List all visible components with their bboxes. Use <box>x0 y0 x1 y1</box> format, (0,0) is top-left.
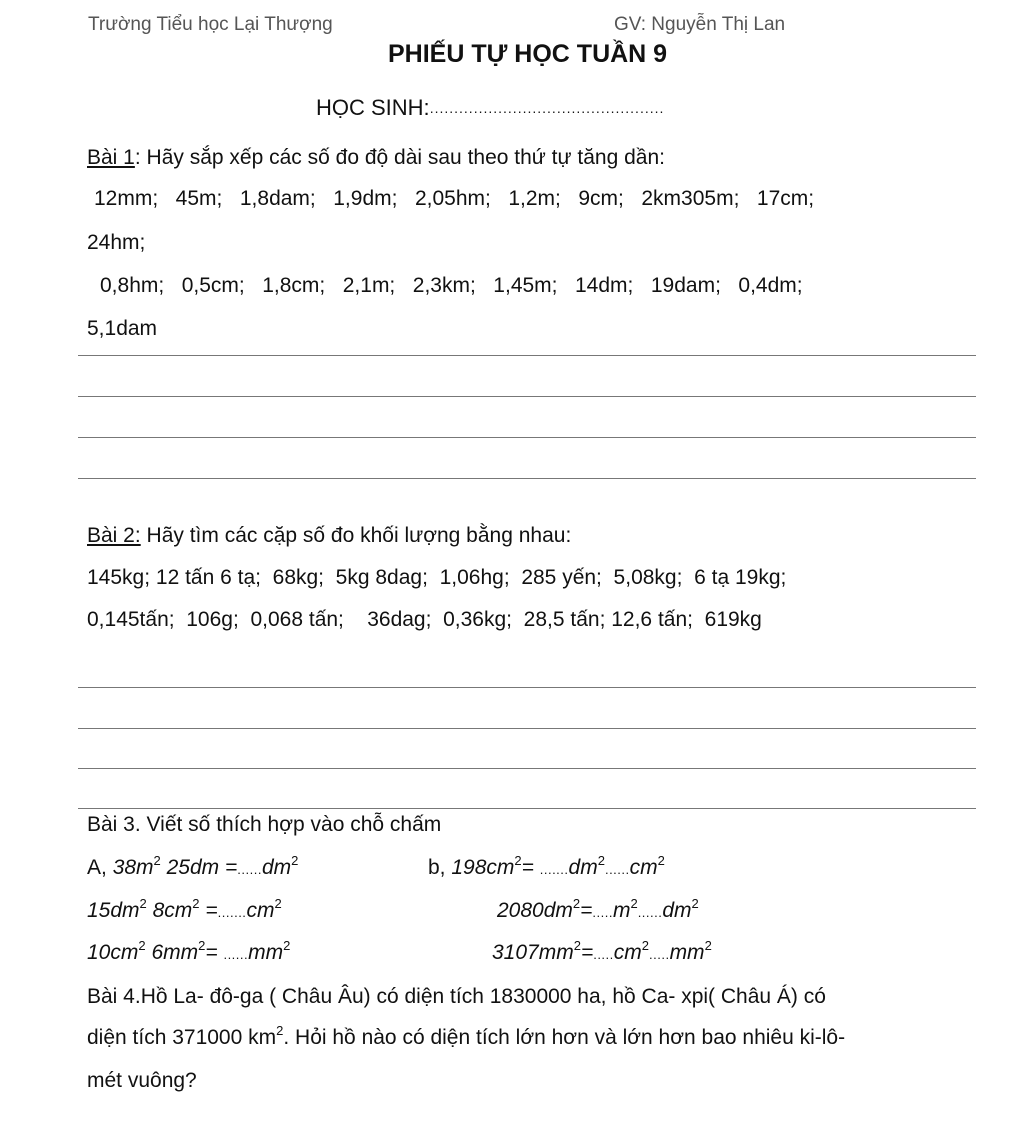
school-name: Trường Tiểu học Lại Thượng <box>88 14 333 35</box>
b3-unit2: mm <box>669 941 705 964</box>
sup: 2 <box>657 853 665 868</box>
sup: 2 <box>704 938 712 953</box>
sup: 2 <box>198 938 206 953</box>
bai2-prompt-text: Hãy tìm các cặp số đo khối lượng bằng nhau: <box>140 524 572 547</box>
bai1-row1: 12mm; 45m; 1,8dam; 1,9dm; 2,05hm; 1,2m; 9cm; 2km305m; 17cm; <box>94 187 815 210</box>
bai4-line2a: diện tích 371000 km <box>87 1026 277 1049</box>
a1-num1: 38m <box>112 856 154 879</box>
sup: 2 <box>291 853 299 868</box>
sup: 2 <box>153 853 161 868</box>
b2-unit1: m <box>612 899 631 922</box>
a2-blank[interactable]: ....... <box>217 905 247 920</box>
sup: 2 <box>192 896 200 911</box>
sup: 2 <box>138 938 146 953</box>
a3-eq: = <box>205 941 218 964</box>
answer-line[interactable] <box>78 437 976 438</box>
b1-eq: = <box>521 856 534 879</box>
b3-eq: = <box>580 941 594 964</box>
b1-blank2[interactable]: ...... <box>604 862 630 877</box>
sup: 2 <box>630 896 638 911</box>
a3-blank[interactable]: ...... <box>223 947 249 962</box>
b2-num: 2080dm <box>497 899 573 922</box>
sup: 2 <box>572 896 581 911</box>
student-name-field[interactable] <box>316 95 664 121</box>
sup: 2 <box>597 853 605 868</box>
b1-unit1: dm <box>568 856 598 879</box>
a3-num2: 6mm <box>151 941 199 964</box>
answer-line[interactable] <box>78 687 976 688</box>
b3-blank2[interactable]: ..... <box>649 947 670 962</box>
a3-unit: mm <box>248 941 284 964</box>
bai3-a2 <box>87 896 282 923</box>
b1-label: b, <box>428 856 446 879</box>
a1-num2: 25dm = <box>166 856 238 879</box>
bai2-heading: Bài 2: <box>87 524 141 547</box>
bai3-b2 <box>497 896 699 923</box>
bai1-prompt-text: : Hãy sắp xếp các số đo độ dài sau theo thứ tự tăng dần: <box>134 146 665 169</box>
bai4-line2 <box>87 1023 846 1050</box>
answer-line[interactable] <box>78 355 976 356</box>
sup: 2 <box>274 896 282 911</box>
bai2-row1: 145kg; 12 tấn 6 tạ; 68kg; 5kg 8dag; 1,06hg; 285 yến; 5,08kg; 6 tạ 19kg; <box>87 566 787 589</box>
a3-num1: 10cm <box>87 941 139 964</box>
b3-num: 3107mm <box>492 941 574 964</box>
b2-blank1[interactable]: ..... <box>592 905 613 920</box>
answer-line[interactable] <box>78 396 976 397</box>
sup: 2 <box>276 1023 284 1038</box>
answer-line[interactable] <box>78 808 976 809</box>
bai1-row4: 5,1dam <box>87 317 158 340</box>
b3-unit1: cm <box>613 941 642 964</box>
teacher-name: GV: Nguyễn Thị Lan <box>614 14 786 35</box>
a2-eq: = <box>205 899 218 922</box>
b2-blank2[interactable]: ...... <box>637 905 663 920</box>
bai3-heading: Bài 3. Viết số thích hợp vào chỗ chấm <box>87 813 442 836</box>
answer-line[interactable] <box>78 728 976 729</box>
a2-num2: 8cm <box>152 899 193 922</box>
bai1-heading: Bài 1 <box>87 146 135 169</box>
sup: 2 <box>691 896 699 911</box>
bai3-a1 <box>87 853 299 880</box>
b1-unit2: cm <box>629 856 658 879</box>
bai3-b3 <box>492 938 712 965</box>
bai2-row2: 0,145tấn; 106g; 0,068 tấn; 36dag; 0,36kg; 28,5 tấn; 12,6 tấn; 619kg <box>87 608 762 631</box>
answer-line[interactable] <box>78 768 976 769</box>
bai3-b1 <box>428 853 665 880</box>
sup: 2 <box>641 938 649 953</box>
bai4-line3: mét vuông? <box>87 1069 197 1092</box>
a1-blank[interactable]: ...... <box>237 862 262 877</box>
b3-blank1[interactable]: ..... <box>593 947 614 962</box>
bai1-row2: 24hm; <box>87 231 146 254</box>
b2-unit2: dm <box>662 899 692 922</box>
student-dots: ................................................ <box>429 100 665 116</box>
bai1-row3: 0,8hm; 0,5cm; 1,8cm; 2,1m; 2,3km; 1,45m; 14dm; 19dam; 0,4dm; <box>100 274 803 297</box>
a1-unit: dm <box>261 856 292 879</box>
a2-num1: 15dm <box>87 899 140 922</box>
bai3-a3 <box>87 938 291 965</box>
student-label: HỌC SINH: <box>316 95 430 120</box>
b1-blank1[interactable]: ....... <box>539 862 569 877</box>
bai2-prompt <box>87 524 571 548</box>
b1-num: 198cm <box>451 856 515 879</box>
bai1-prompt <box>87 146 665 170</box>
sup: 2 <box>139 896 147 911</box>
sup: 2 <box>573 938 581 953</box>
a1-label: A, <box>87 856 107 879</box>
sup: 2 <box>283 938 291 953</box>
answer-line[interactable] <box>78 478 976 479</box>
a2-unit: cm <box>246 899 275 922</box>
bai4-line2b: . Hỏi hồ nào có diện tích lớn hơn và lớn hơn bao nhiêu ki-lô- <box>283 1026 846 1049</box>
sup: 2 <box>514 853 522 868</box>
b2-eq: = <box>580 899 593 922</box>
page-title: PHIẾU TỰ HỌC TUẦN 9 <box>388 40 668 68</box>
bai4-line1: Bài 4.Hồ La- đô-ga ( Châu Âu) có diện tích 1830000 ha, hồ Ca- xpi( Châu Á) có <box>87 985 826 1008</box>
